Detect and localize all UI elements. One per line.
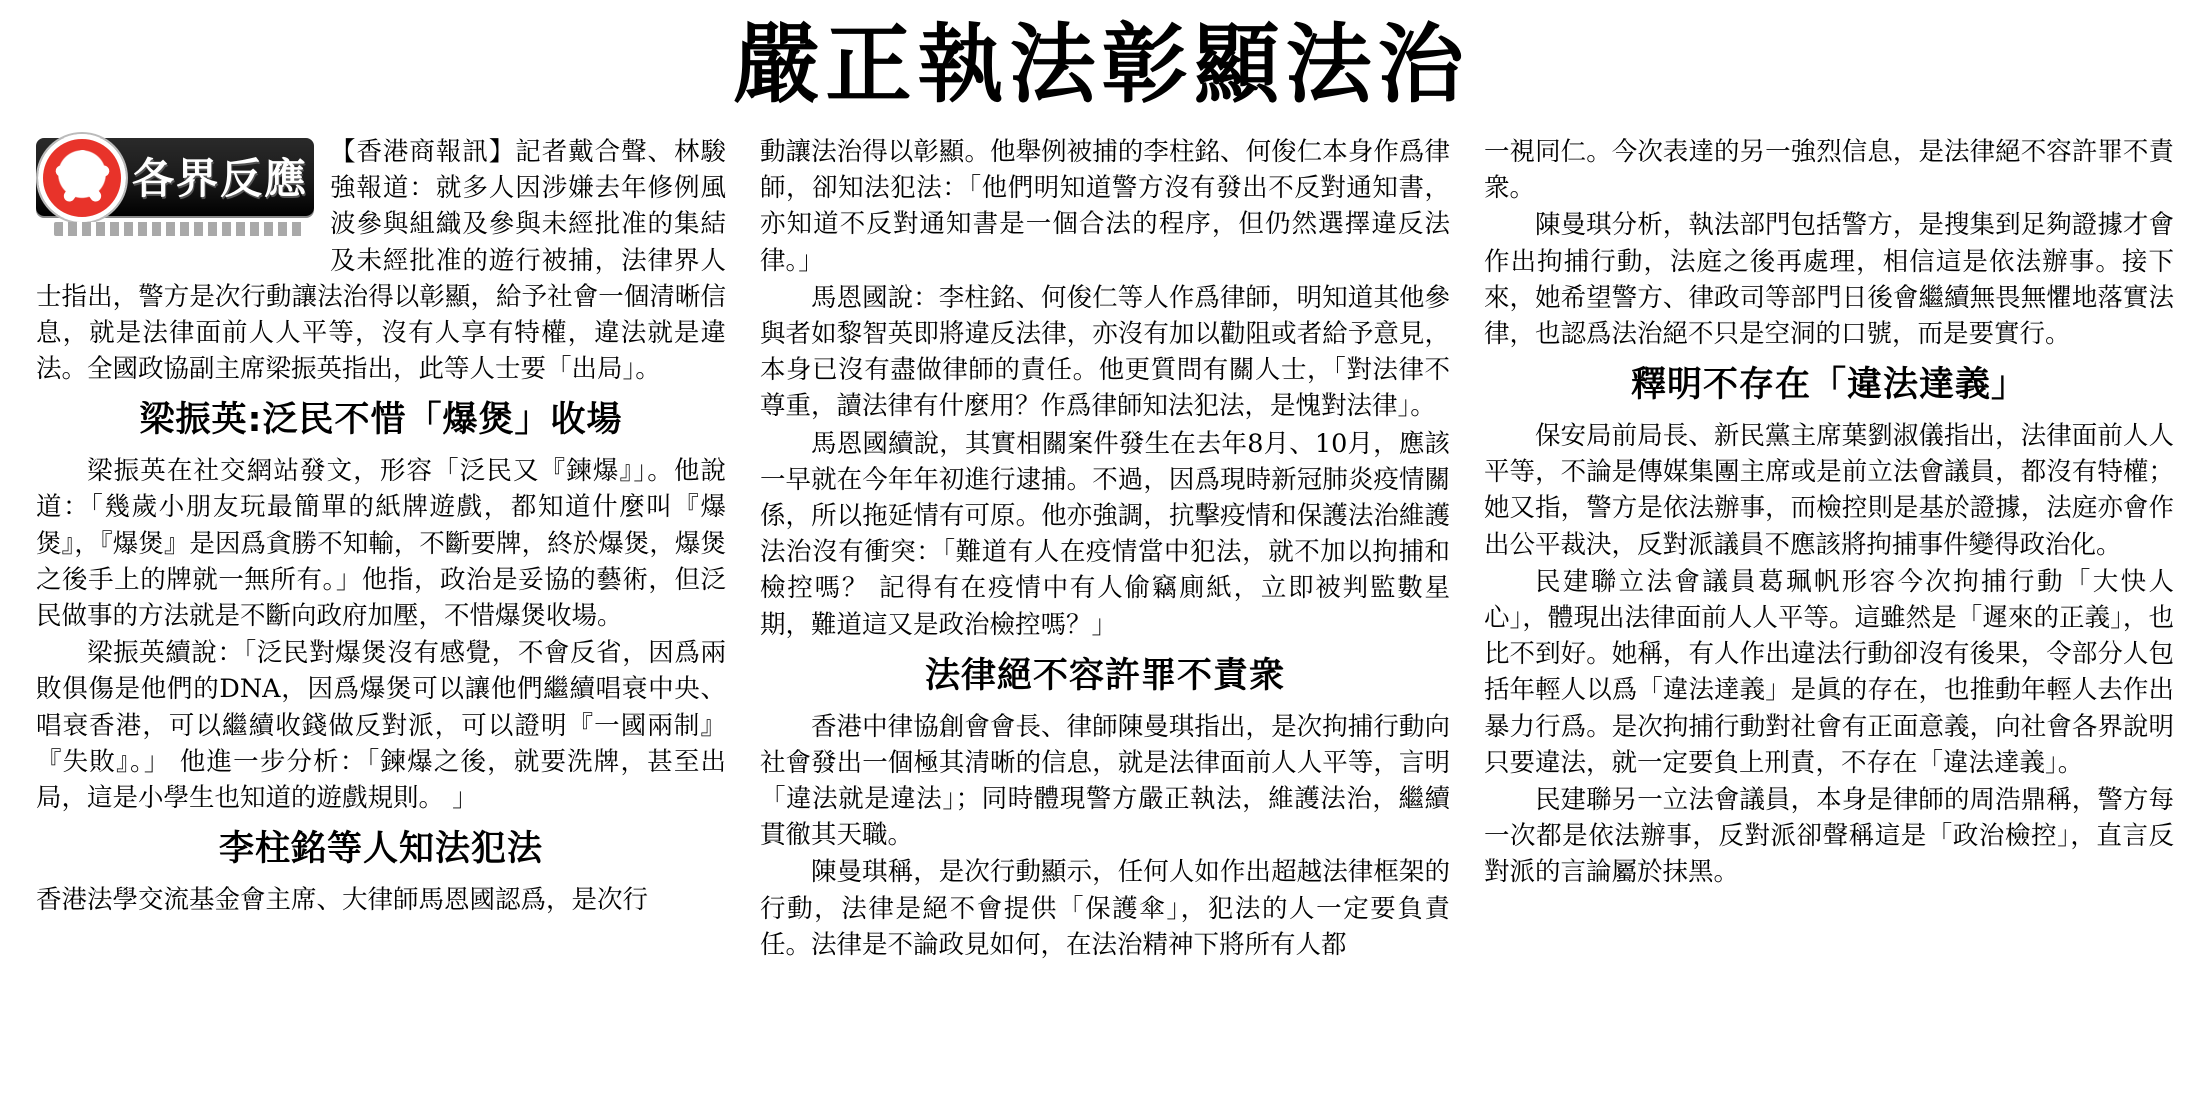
paragraph: 梁振英在社交網站發文，形容「泛民又『鍊爆』」。他說道：「幾歲小朋友玩最簡單的紙牌遊戲，都知道什麼叫『爆煲』，『爆煲』是因爲貪勝不知輸，不斷要牌，終於爆煲，爆煲之後手上的牌就一無所有。」他指，政治是妥協的藝術，但泛民做事的方法就是不斷向政府加壓，不惜爆煲收場。 bbox=[36, 456, 726, 631]
section-logo bbox=[36, 138, 318, 250]
section-logo-underbar bbox=[54, 222, 304, 236]
paragraph: 梁振英續說：「泛民對爆煲沒有感覺，不會反省，因爲兩敗俱傷是他們的DNA，因爲爆煲可以讓他們繼續唱衰中央、唱衰香港，可以繼續收錢做反對派，可以證明『一國兩制』『失敗』。」 他進一步分析：「鍊爆之後，就要洗牌，甚至出局，這是小學生也知道的遊戲規則。 」 bbox=[36, 638, 726, 813]
page-title: 嚴正執法彰顯法治 bbox=[733, 15, 1470, 115]
article-column-1 bbox=[36, 134, 726, 919]
paragraph: 香港法學交流基金會主席、大律師馬恩國認爲，是次行 bbox=[36, 884, 649, 915]
subheading-3: 法律絕不容許罪不責衆 bbox=[924, 655, 1285, 696]
paragraph: 動讓法治得以彰顯。他舉例被捕的李柱銘、何俊仁本身作爲律師，卻知法犯法：「他們明知道警方沒有發出不反對通知書，亦知道不反對通知書是一個合法的程序，但仍然選擇違反法律。」 bbox=[760, 137, 1450, 276]
paragraph: 陳曼琪分析，執法部門包括警方，是搜集到足夠證據才會作出拘捕行動，法庭之後再處理，相信這是依法辦事。接下來，她希望警方、律政司等部門日後會繼續無畏無懼地落實法律，也認爲法治絕不只是空洞的口號，而是要實行。 bbox=[1484, 210, 2174, 350]
paragraph: 陳曼琪稱，是次行動顯示，任何人如作出超越法律框架的行動，法律是絕不會提供「保護傘」，犯法的人一定要負責任。法律是不論政見如何，在法治精神下將所有人都 bbox=[760, 857, 1450, 960]
paragraph: 馬恩國續說，其實相關案件發生在去年8月、10月，應該一早就在今年年初進行逮捕。不過，因爲現時新冠肺炎疫情關係，所以拖延情有可原。他亦強調，抗擊疫情和保護法治維護法治沒有衝突：「難道有人在疫情當中犯法，就不加以拘捕和檢控嗎？ 記得有在疫情中有人偷竊廁紙，立即被判監數星期，難道這又是政治檢控嗎？」 bbox=[760, 428, 1450, 640]
article-column-3 bbox=[1484, 134, 2174, 892]
bauhinia-emblem-icon bbox=[38, 134, 126, 222]
section-logo-label: 各界反應 bbox=[132, 154, 309, 203]
article-columns bbox=[36, 134, 2174, 964]
paragraph: 民建聯立法會議員葛珮帆形容今次拘捕行動「大快人心」，體現出法律面前人人平等。這雖然是「遲來的正義」，也比不到好。她稱，有人作出違法行動卻沒有後果，令部分人包括年輕人以爲「違法達義」是眞的存在，也推動年輕人去作出暴力行爲。是次拘捕行動對社會有正面意義，向社會各界說明只要違法，就一定要負上刑責，不存在「違法達義」。 bbox=[1484, 566, 2174, 778]
paragraph: 保安局前局長、新民黨主席葉劉淑儀指出，法律面前人人平等，不論是傳媒集團主席或是前立法會議員，都沒有特權；她又指，警方是依法辦事，而檢控則是基於證據，法庭亦會作出公平裁決，反對派議員不應該將拘捕事件變得政治化。 bbox=[1484, 420, 2174, 560]
subheading-4: 釋明不存在「違法達義」 bbox=[1630, 365, 2027, 406]
article-column-2 bbox=[760, 134, 1450, 964]
paragraph: 香港中律協創會會長、律師陳曼琪指出，是次拘捕行動向社會發出一個極其清晰的信息，就是法律面前人人平等，言明「違法就是違法」；同時體現警方嚴正執法，維護法治，繼續貫徹其天職。 bbox=[760, 711, 1450, 851]
subheading-1: 梁振英:泛民不惜「爆煲」收場 bbox=[139, 400, 623, 441]
lead-paragraph: 【香港商報訊】記者戴合聲、林駿強報道：就多人因涉嫌去年修例風波參與組織及參與未經批准的集結及未經批准的遊行被捕，法律界人士指出，警方是次行動讓法治得以彰顯，給予社會一個清晰信息，就是法律面前人人平等，沒有人享有特權，違法就是違法。全國政協副主席梁振英指出，此等人士要「出局」。 bbox=[36, 137, 726, 385]
subheading-2: 李柱銘等人知法犯法 bbox=[218, 829, 543, 870]
newspaper-page bbox=[0, 15, 2203, 1114]
paragraph: 一視同仁。今次表達的另一強烈信息，是法律絕不容許罪不責衆。 bbox=[1484, 137, 2174, 204]
paragraph: 民建聯另一立法會議員，本身是律師的周浩鼎稱，警方每一次都是依法辦事，反對派卻聲稱這是「政治檢控」，直言反對派的言論屬於抹黑。 bbox=[1484, 785, 2174, 888]
paragraph: 馬恩國說：李柱銘、何俊仁等人作爲律師，明知道其他參與者如黎智英即將違反法律，亦沒有加以勸阻或者給予意見，本身已沒有盡做律師的責任。他更質問有關人士，「對法律不尊重，讀法律有什麼用？作爲律師知法犯法，是愧對法律」。 bbox=[760, 282, 1450, 422]
